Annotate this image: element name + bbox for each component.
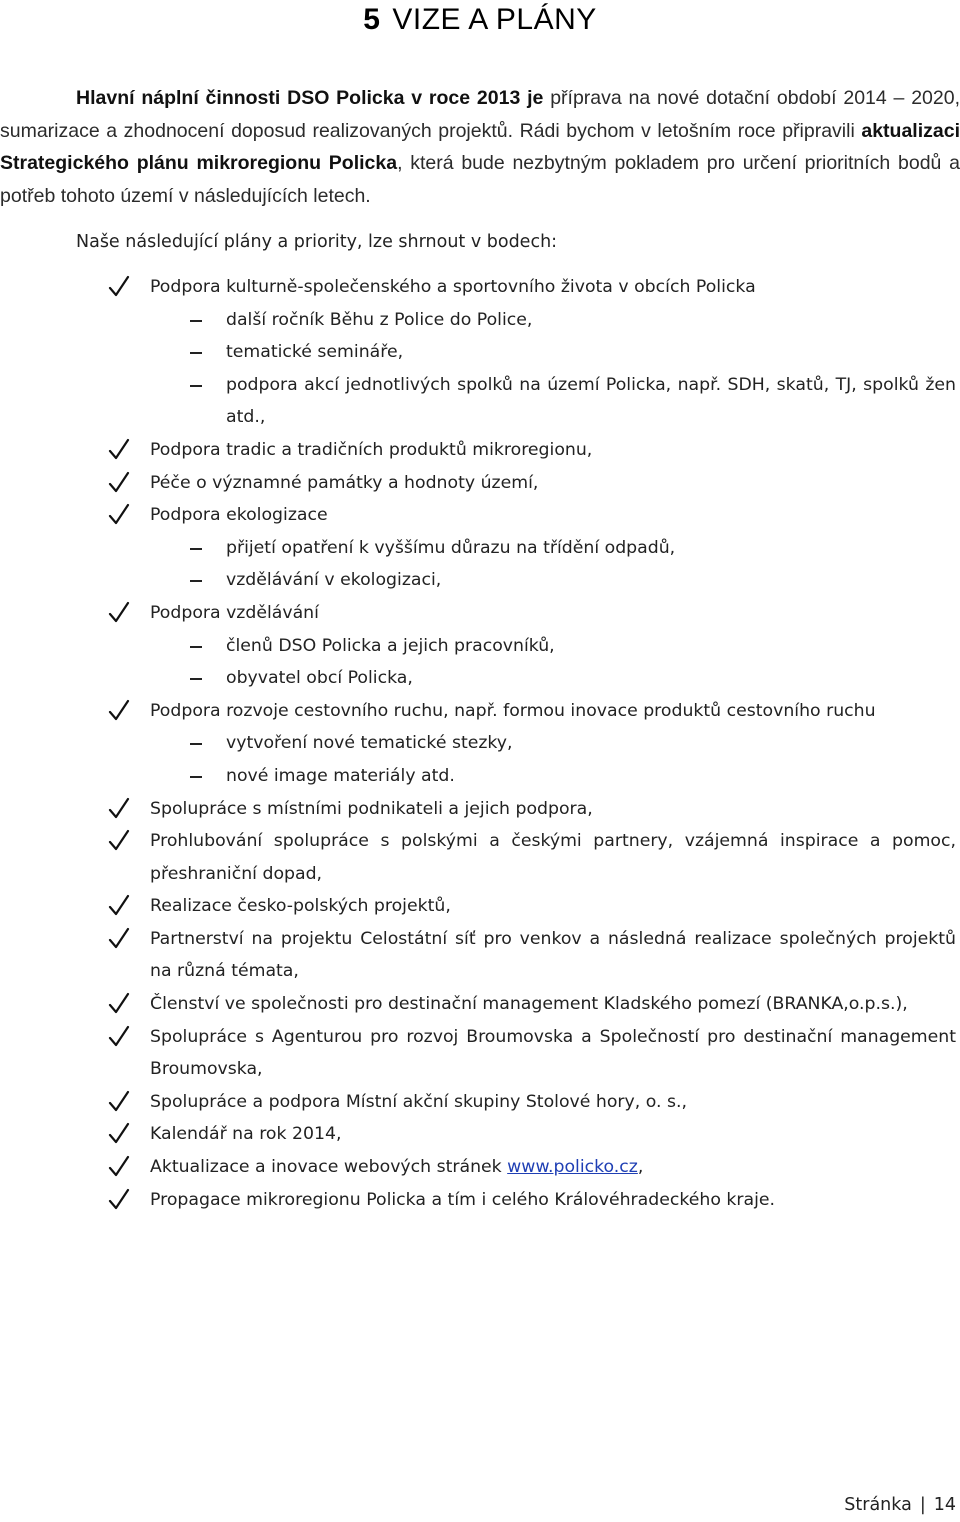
sub-item bbox=[0, 336, 956, 369]
sub-item bbox=[0, 727, 956, 760]
priority-item bbox=[0, 271, 960, 434]
dash-bullet-icon bbox=[190, 646, 202, 648]
website-link[interactable]: www.policko.cz bbox=[507, 1157, 638, 1178]
dash-bullet-icon bbox=[190, 320, 202, 322]
priority-item-suffix: , bbox=[637, 1157, 644, 1178]
priority-item-text: Podpora vzdělávání bbox=[150, 602, 319, 623]
priority-item bbox=[0, 1118, 960, 1151]
sub-item bbox=[0, 630, 956, 663]
footer-separator: | bbox=[919, 1495, 926, 1515]
page-number: 14 bbox=[933, 1495, 956, 1515]
priority-item-text: Podpora ekologizace bbox=[150, 505, 328, 526]
sub-item-text: tematické semináře, bbox=[226, 342, 404, 363]
sub-item-text: nové image materiály atd. bbox=[226, 765, 455, 786]
checkmark-icon bbox=[108, 1151, 130, 1183]
sub-item-text: obyvatel obcí Policka, bbox=[226, 668, 413, 689]
priority-item bbox=[0, 988, 960, 1021]
priority-item bbox=[0, 499, 960, 597]
priority-item bbox=[0, 695, 960, 793]
intro-bold-2: aktualizaci Strategického plánu mikroregionu Policka bbox=[0, 119, 960, 174]
priority-item-text: Spolupráce s Agenturou pro rozvoj Broumovska a Společností pro destinační management Broumovska, bbox=[150, 1026, 956, 1080]
dash-bullet-icon bbox=[190, 678, 202, 680]
checkmark-icon bbox=[108, 923, 130, 955]
checkmark-icon bbox=[108, 695, 130, 727]
priority-item-text: Členství ve společnosti pro destinační management Kladského pomezí (BRANKA,o.p.s.), bbox=[150, 994, 908, 1015]
priority-item bbox=[0, 1184, 960, 1217]
checkmark-icon bbox=[108, 1118, 130, 1150]
sub-item-text: přijetí opatření k vyššímu důrazu na třídění odpadů, bbox=[226, 537, 676, 558]
intro-text-1: příprava na nové dotační období 2014 – 2020, sumarizace a zhodnocení doposud realizovaných projektů. Rádi bychom v letošním roce připravili bbox=[0, 87, 960, 142]
sub-item bbox=[0, 369, 956, 434]
dash-bullet-icon bbox=[190, 776, 202, 778]
dash-bullet-icon bbox=[190, 580, 202, 582]
priority-item bbox=[0, 923, 960, 988]
section-heading bbox=[0, 0, 960, 40]
priority-item-text: Aktualizace a inovace webových stránek bbox=[150, 1157, 508, 1178]
checkmark-icon bbox=[108, 271, 130, 303]
priority-item bbox=[0, 793, 960, 826]
sub-list bbox=[150, 727, 956, 792]
checkmark-icon bbox=[108, 1086, 130, 1118]
checkmark-icon bbox=[108, 988, 130, 1020]
priority-item-text: Spolupráce a podpora Místní akční skupiny Stolové hory, o. s., bbox=[150, 1091, 687, 1112]
priority-item-text: Realizace česko-polských projektů, bbox=[150, 896, 451, 917]
dash-bullet-icon bbox=[190, 743, 202, 745]
priority-list bbox=[0, 271, 960, 1216]
lead-sentence: Naše následující plány a priority, lze shrnout v bodech: bbox=[76, 232, 558, 252]
intro-bold-1: Hlavní náplní činnosti DSO Policka v roce 2013 je bbox=[76, 87, 544, 109]
priority-item-text: Kalendář na rok 2014, bbox=[150, 1124, 342, 1145]
sub-list bbox=[150, 630, 956, 695]
checkmark-icon bbox=[108, 890, 130, 922]
checkmark-icon bbox=[108, 597, 130, 629]
checkmark-icon bbox=[108, 1021, 130, 1053]
priority-item bbox=[0, 890, 960, 923]
priority-item-text: Partnerství na projektu Celostátní síť pro venkov a následná realizace společných projektů na různá témata, bbox=[150, 928, 956, 982]
checkmark-icon bbox=[108, 1184, 130, 1216]
sub-item-text: členů DSO Policka a jejich pracovníků, bbox=[226, 635, 555, 656]
dash-bullet-icon bbox=[190, 385, 202, 387]
page-footer bbox=[844, 1488, 956, 1522]
priority-item bbox=[0, 434, 960, 467]
priority-item bbox=[0, 825, 960, 890]
sub-item bbox=[0, 564, 956, 597]
priority-item bbox=[0, 467, 960, 500]
section-title: VIZE A PLÁNY bbox=[392, 3, 597, 36]
checkmark-icon bbox=[108, 499, 130, 531]
priority-item-text: Podpora tradic a tradičních produktů mikroregionu, bbox=[150, 439, 593, 460]
dash-bullet-icon bbox=[190, 352, 202, 354]
checkmark-icon bbox=[108, 434, 130, 466]
priority-item-text: Podpora kulturně-společenského a sportovního života v obcích Policka bbox=[150, 277, 756, 297]
footer-label: Stránka bbox=[844, 1495, 912, 1515]
priority-item-text: Prohlubování spolupráce s polskými a českými partnery, vzájemná inspirace a pomoc, přeshraniční dopad, bbox=[150, 831, 956, 884]
priority-item bbox=[0, 1151, 960, 1184]
checkmark-icon bbox=[108, 825, 130, 857]
intro-text-2: , která bude nezbytným pokladem pro určení prioritních bodů a potřeb tohoto území v následujících letech. bbox=[0, 152, 960, 207]
sub-item-text: vzdělávání v ekologizaci, bbox=[226, 570, 442, 591]
sub-item bbox=[0, 760, 956, 793]
checkmark-icon bbox=[108, 793, 130, 825]
sub-list bbox=[150, 532, 956, 597]
priority-item bbox=[0, 597, 960, 695]
priority-item-text: Podpora rozvoje cestovního ruchu, např. formou inovace produktů cestovního ruchu bbox=[150, 700, 876, 721]
sub-item-text: další ročník Běhu z Police do Police, bbox=[226, 309, 533, 330]
sub-list bbox=[150, 304, 956, 434]
sub-item-text: podpora akcí jednotlivých spolků na území Policka, např. SDH, skatů, TJ, spolků žen atd., bbox=[226, 374, 956, 428]
sub-item bbox=[0, 532, 956, 565]
priority-item-text: Propagace mikroregionu Policka a tím i celého Královéhradeckého kraje. bbox=[150, 1189, 776, 1210]
sub-item bbox=[0, 304, 956, 337]
section-number: 5 bbox=[363, 3, 381, 36]
priority-item-text: Spolupráce s místními podnikateli a jejich podpora, bbox=[150, 798, 593, 819]
sub-item bbox=[0, 662, 956, 695]
priority-item-text: Péče o významné památky a hodnoty území, bbox=[150, 472, 539, 493]
sub-item-text: vytvoření nové tematické stezky, bbox=[226, 733, 513, 754]
priority-item bbox=[0, 1086, 960, 1119]
intro-paragraph bbox=[0, 82, 960, 212]
dash-bullet-icon bbox=[190, 548, 202, 550]
priority-item bbox=[0, 1021, 960, 1086]
checkmark-icon bbox=[108, 467, 130, 499]
